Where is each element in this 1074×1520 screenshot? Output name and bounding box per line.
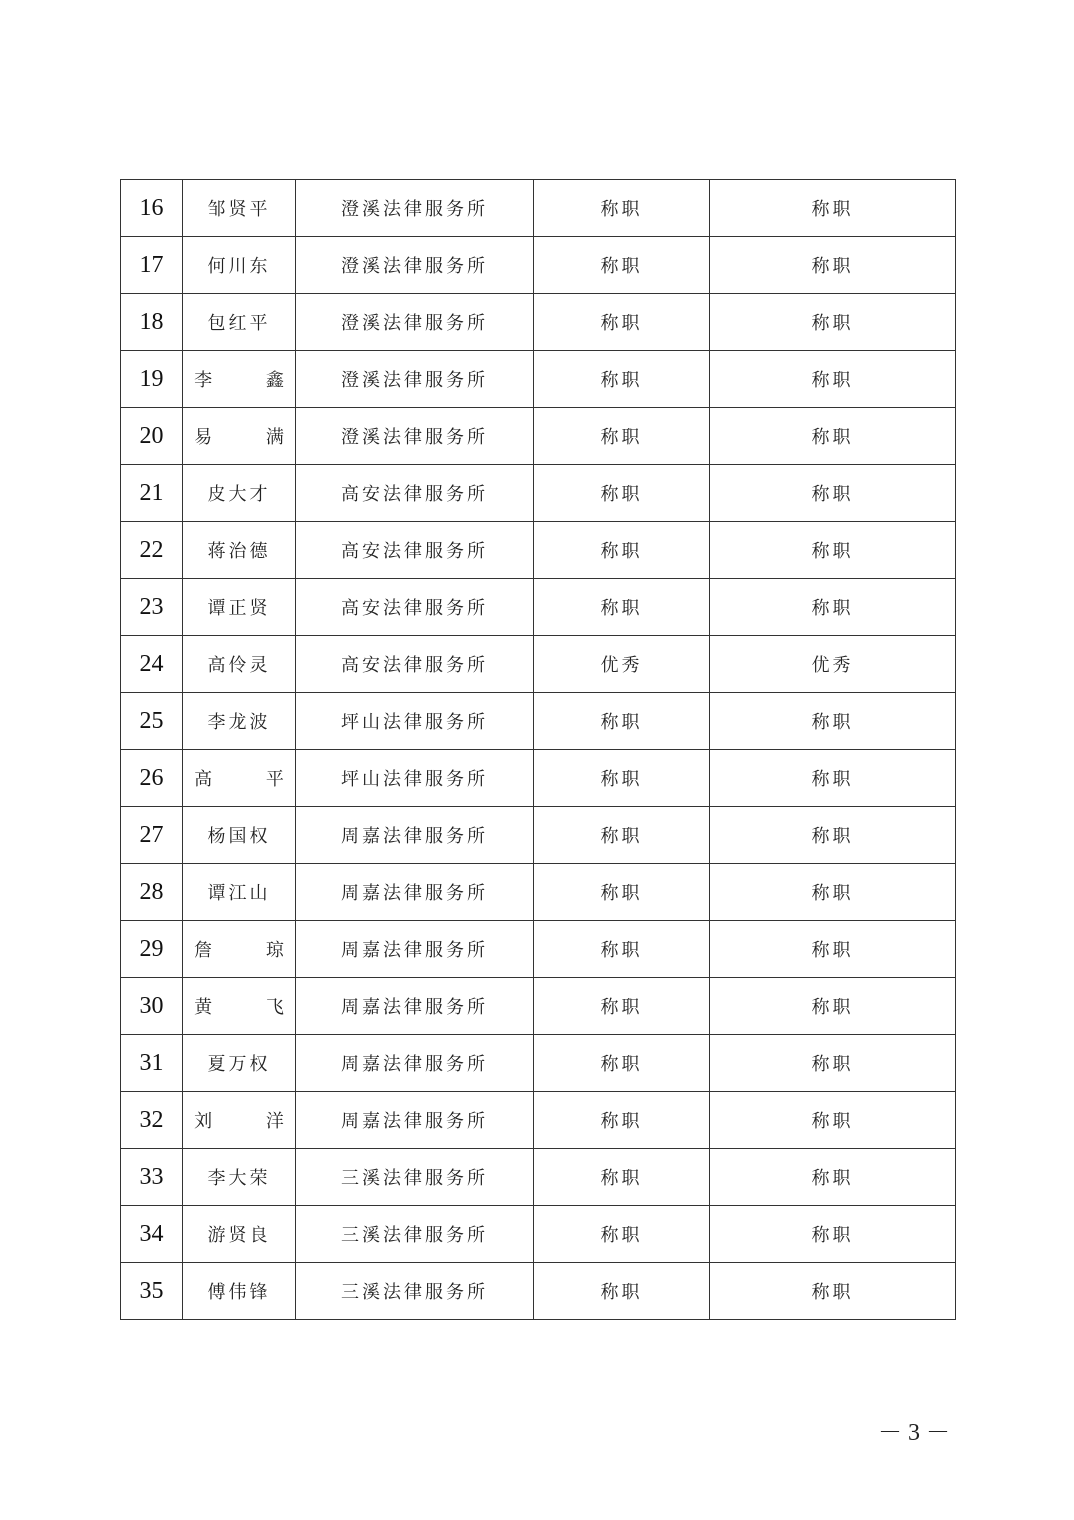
assessment-result-cell <box>534 351 710 408</box>
row-number: 29 <box>139 935 164 962</box>
person-name-cell <box>183 351 308 408</box>
table-row <box>121 807 956 864</box>
final-result-cell <box>710 1092 956 1149</box>
assessment-result: 称职 <box>600 1282 643 1303</box>
office-name: 周嘉法律服务所 <box>341 1111 488 1132</box>
final-result: 称职 <box>811 712 854 733</box>
assessment-result-cell <box>534 807 710 864</box>
office-name-cell <box>296 408 534 465</box>
final-result: 称职 <box>811 541 854 562</box>
office-name-cell <box>296 1206 534 1263</box>
office-name: 坪山法律服务所 <box>341 769 488 790</box>
office-name: 澄溪法律服务所 <box>341 256 488 277</box>
person-name-cell <box>183 693 296 750</box>
row-number: 17 <box>139 251 164 278</box>
assessment-result-cell <box>534 978 710 1035</box>
office-name-cell <box>296 465 534 522</box>
row-number: 19 <box>139 365 164 392</box>
table-row <box>121 864 956 921</box>
assessment-result: 称职 <box>600 427 643 448</box>
row-number: 28 <box>139 878 164 905</box>
assessment-result: 称职 <box>600 370 643 391</box>
row-number-cell <box>121 1149 183 1206</box>
assessment-result-cell <box>534 1092 710 1149</box>
office-name-cell <box>296 750 534 807</box>
page-number: － 3 － <box>878 1420 950 1446</box>
assessment-result-cell <box>534 408 710 465</box>
row-number: 25 <box>139 707 164 734</box>
row-number-cell <box>121 522 183 579</box>
assessment-result-cell <box>534 693 710 750</box>
final-result-cell <box>710 921 956 978</box>
row-number-cell <box>121 1263 183 1320</box>
final-result: 称职 <box>811 256 854 277</box>
assessment-result: 称职 <box>600 1111 643 1132</box>
table-row <box>121 579 956 636</box>
row-number: 33 <box>139 1163 164 1190</box>
person-name-cell <box>183 1149 296 1206</box>
row-number-cell <box>121 237 183 294</box>
assessment-result: 称职 <box>600 826 643 847</box>
table-row <box>121 1092 956 1149</box>
table-row <box>121 1149 956 1206</box>
person-name: 何川东 <box>207 256 271 277</box>
assessment-result-cell <box>534 1263 710 1320</box>
assessment-result-cell <box>534 294 710 351</box>
final-result-cell <box>710 978 956 1035</box>
table-row <box>121 180 956 237</box>
office-name-cell <box>296 636 534 693</box>
final-result-cell <box>710 465 956 522</box>
assessment-result: 称职 <box>600 199 643 220</box>
office-name-cell <box>296 294 534 351</box>
row-number-cell <box>121 807 183 864</box>
person-name: 谭江山 <box>207 883 271 904</box>
final-result: 称职 <box>811 1168 854 1189</box>
row-number: 27 <box>139 821 164 848</box>
row-number-cell <box>121 978 183 1035</box>
person-name: 皮大才 <box>207 484 271 505</box>
row-number-cell <box>121 1092 183 1149</box>
office-name: 周嘉法律服务所 <box>341 997 488 1018</box>
final-result-cell <box>710 1149 956 1206</box>
final-result: 称职 <box>811 826 854 847</box>
row-number: 23 <box>139 593 164 620</box>
office-name: 澄溪法律服务所 <box>341 199 488 220</box>
office-name: 三溪法律服务所 <box>341 1168 488 1189</box>
final-result-cell <box>710 1035 956 1092</box>
assessment-result-cell <box>534 522 710 579</box>
final-result-cell <box>710 237 956 294</box>
table-row <box>121 408 956 465</box>
assessment-result-cell <box>534 636 710 693</box>
office-name-cell <box>296 1035 534 1092</box>
person-name: 蒋治德 <box>207 541 271 562</box>
row-number: 22 <box>139 536 164 563</box>
office-name-cell <box>296 180 534 237</box>
assessment-result-cell <box>534 921 710 978</box>
person-name-cell <box>183 579 296 636</box>
office-name: 周嘉法律服务所 <box>341 1054 488 1075</box>
office-name: 周嘉法律服务所 <box>341 940 488 961</box>
person-name-cell <box>183 864 296 921</box>
final-result-cell <box>710 693 956 750</box>
assessment-result: 称职 <box>600 769 643 790</box>
assessment-table <box>120 179 956 1320</box>
office-name-cell <box>296 579 534 636</box>
person-name: 傅伟锋 <box>207 1282 271 1303</box>
office-name-cell <box>296 921 534 978</box>
row-number-cell <box>121 693 183 750</box>
row-number: 35 <box>139 1277 164 1304</box>
assessment-result-cell <box>534 579 710 636</box>
assessment-result-cell <box>534 750 710 807</box>
table-row <box>121 1263 956 1320</box>
person-name: 李龙波 <box>207 712 271 733</box>
person-name: 夏万权 <box>207 1054 271 1075</box>
person-name-cell <box>183 294 296 351</box>
row-number-cell <box>121 750 183 807</box>
final-result: 称职 <box>811 427 854 448</box>
office-name: 周嘉法律服务所 <box>341 883 488 904</box>
office-name: 澄溪法律服务所 <box>341 370 488 391</box>
assessment-result: 称职 <box>600 1054 643 1075</box>
row-number-cell <box>121 1035 183 1092</box>
person-name: 黄 飞 <box>194 997 308 1018</box>
person-name-cell <box>183 465 296 522</box>
table-row <box>121 1035 956 1092</box>
person-name: 詹 琼 <box>194 940 308 961</box>
assessment-result: 称职 <box>600 883 643 904</box>
person-name: 谭正贤 <box>207 598 271 619</box>
assessment-result: 称职 <box>600 256 643 277</box>
table-row <box>121 978 956 1035</box>
assessment-result: 称职 <box>600 940 643 961</box>
person-name-cell <box>183 1206 296 1263</box>
final-result: 称职 <box>811 199 854 220</box>
final-result: 称职 <box>811 370 854 391</box>
assessment-result-cell <box>534 864 710 921</box>
person-name-cell <box>183 180 296 237</box>
office-name-cell <box>296 978 534 1035</box>
office-name: 周嘉法律服务所 <box>341 826 488 847</box>
assessment-result-cell <box>534 1206 710 1263</box>
person-name: 高伶灵 <box>207 655 271 676</box>
assessment-result-cell <box>534 465 710 522</box>
row-number-cell <box>121 579 183 636</box>
final-result: 称职 <box>811 313 854 334</box>
person-name-cell <box>183 1092 308 1149</box>
final-result: 称职 <box>811 1054 854 1075</box>
person-name: 李大荣 <box>207 1168 271 1189</box>
table-row <box>121 921 956 978</box>
final-result-cell <box>710 864 956 921</box>
office-name-cell <box>296 693 534 750</box>
final-result: 称职 <box>811 940 854 961</box>
final-result: 称职 <box>811 484 854 505</box>
person-name: 邹贤平 <box>207 199 271 220</box>
office-name: 澄溪法律服务所 <box>341 313 488 334</box>
office-name-cell <box>296 351 534 408</box>
office-name: 三溪法律服务所 <box>341 1282 488 1303</box>
assessment-result: 称职 <box>600 712 643 733</box>
final-result: 称职 <box>811 769 854 790</box>
office-name: 澄溪法律服务所 <box>341 427 488 448</box>
assessment-result-cell <box>534 237 710 294</box>
office-name-cell <box>296 522 534 579</box>
person-name-cell <box>183 750 308 807</box>
person-name-cell <box>183 978 308 1035</box>
row-number: 26 <box>139 764 164 791</box>
person-name-cell <box>183 237 296 294</box>
office-name: 高安法律服务所 <box>341 598 488 619</box>
person-name: 包红平 <box>207 313 271 334</box>
final-result-cell <box>710 180 956 237</box>
row-number-cell <box>121 465 183 522</box>
table-row <box>121 750 956 807</box>
office-name: 三溪法律服务所 <box>341 1225 488 1246</box>
assessment-result: 优秀 <box>600 655 643 676</box>
row-number-cell <box>121 351 183 408</box>
office-name: 高安法律服务所 <box>341 541 488 562</box>
table-row <box>121 351 956 408</box>
assessment-result-cell <box>534 1035 710 1092</box>
assessment-result-cell <box>534 180 710 237</box>
row-number-cell <box>121 636 183 693</box>
row-number-cell <box>121 180 183 237</box>
office-name: 高安法律服务所 <box>341 655 488 676</box>
final-result: 称职 <box>811 883 854 904</box>
row-number: 21 <box>139 479 164 506</box>
table-row <box>121 636 956 693</box>
assessment-table-body <box>121 180 956 1320</box>
person-name-cell <box>183 921 308 978</box>
row-number: 18 <box>139 308 164 335</box>
final-result-cell <box>710 636 956 693</box>
final-result-cell <box>710 750 956 807</box>
final-result-cell <box>710 351 956 408</box>
assessment-result: 称职 <box>600 484 643 505</box>
final-result: 称职 <box>811 1282 854 1303</box>
person-name: 刘 洋 <box>194 1111 308 1132</box>
row-number: 32 <box>139 1106 164 1133</box>
final-result-cell <box>710 579 956 636</box>
row-number: 20 <box>139 422 164 449</box>
final-result: 称职 <box>811 598 854 619</box>
person-name-cell <box>183 807 296 864</box>
final-result-cell <box>710 1206 956 1263</box>
person-name: 杨国权 <box>207 826 271 847</box>
final-result-cell <box>710 522 956 579</box>
row-number: 16 <box>139 194 164 221</box>
person-name: 高 平 <box>194 769 308 790</box>
final-result-cell <box>710 408 956 465</box>
person-name-cell <box>183 408 308 465</box>
table-row <box>121 465 956 522</box>
assessment-result: 称职 <box>600 541 643 562</box>
assessment-result: 称职 <box>600 1168 643 1189</box>
final-result: 称职 <box>811 997 854 1018</box>
office-name: 高安法律服务所 <box>341 484 488 505</box>
final-result-cell <box>710 1263 956 1320</box>
final-result: 优秀 <box>811 655 854 676</box>
row-number: 30 <box>139 992 164 1019</box>
person-name-cell <box>183 1035 296 1092</box>
office-name-cell <box>296 807 534 864</box>
row-number: 34 <box>139 1220 164 1247</box>
assessment-result-cell <box>534 1149 710 1206</box>
table-row <box>121 294 956 351</box>
person-name-cell <box>183 522 296 579</box>
final-result: 称职 <box>811 1111 854 1132</box>
table-row <box>121 693 956 750</box>
table-row <box>121 522 956 579</box>
table-row <box>121 1206 956 1263</box>
final-result: 称职 <box>811 1225 854 1246</box>
person-name-cell <box>183 636 296 693</box>
assessment-result: 称职 <box>600 997 643 1018</box>
office-name-cell <box>296 864 534 921</box>
row-number-cell <box>121 921 183 978</box>
person-name: 李 鑫 <box>194 370 308 391</box>
table-row <box>121 237 956 294</box>
person-name-cell <box>183 1263 296 1320</box>
row-number: 24 <box>139 650 164 677</box>
assessment-result: 称职 <box>600 598 643 619</box>
row-number-cell <box>121 294 183 351</box>
person-name: 游贤良 <box>207 1225 271 1246</box>
office-name-cell <box>296 1149 534 1206</box>
final-result-cell <box>710 294 956 351</box>
office-name-cell <box>296 237 534 294</box>
row-number-cell <box>121 1206 183 1263</box>
final-result-cell <box>710 807 956 864</box>
assessment-result: 称职 <box>600 1225 643 1246</box>
row-number: 31 <box>139 1049 164 1076</box>
row-number-cell <box>121 864 183 921</box>
office-name-cell <box>296 1092 534 1149</box>
person-name: 易 满 <box>194 427 308 448</box>
row-number-cell <box>121 408 183 465</box>
office-name: 坪山法律服务所 <box>341 712 488 733</box>
office-name-cell <box>296 1263 534 1320</box>
assessment-result: 称职 <box>600 313 643 334</box>
